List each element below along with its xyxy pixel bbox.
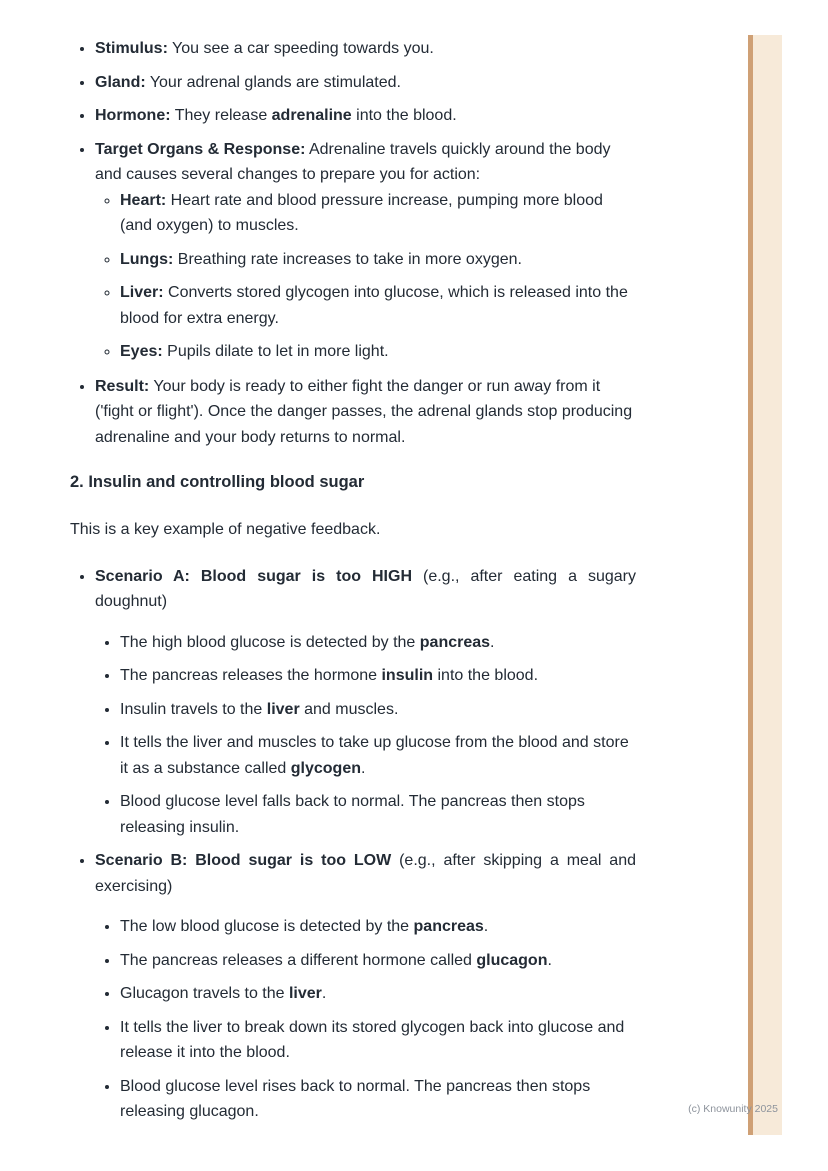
text-run: . — [483, 918, 489, 935]
text-run: . — [321, 985, 327, 1002]
sub-list-item — [120, 247, 636, 273]
text-run: (e.g., after skipping a meal and exercising) — [95, 852, 636, 895]
text-run: . — [361, 759, 366, 777]
sub-list-item — [120, 914, 636, 940]
text-run: Your adrenal glands are stimulated. — [145, 73, 401, 91]
sub-list-item — [120, 630, 636, 656]
adrenaline-example-list — [70, 36, 636, 450]
text-run: Converts stored glycogen into glucose, which is released into the blood for extra energy. — [120, 284, 628, 327]
text-run: They release — [170, 107, 272, 124]
list-item — [95, 137, 636, 365]
text-run: Adrenaline travels quickly around the body and causes several changes to prepare you for action: — [95, 140, 611, 183]
bold-text: liver — [288, 985, 322, 1002]
text-run: Insulin travels to the — [120, 700, 267, 718]
bold-text: Stimulus: — [95, 40, 168, 57]
list-item — [95, 848, 636, 1125]
text-run: It tells the liver to break down its stored glycogen back into glucose and release it into the blood. — [120, 1018, 625, 1061]
text-run: and muscles. — [299, 700, 399, 718]
bold-text: Scenario B: Blood sugar is too LOW — [95, 852, 392, 869]
bold-text: glycogen — [290, 759, 361, 777]
bold-text: Liver: — [120, 284, 164, 301]
text-run: Heart rate and blood pressure increase, pumping more blood (and oxygen) to muscles. — [120, 191, 603, 234]
sub-list-item — [120, 663, 636, 689]
sub-list-item — [120, 1015, 636, 1066]
text-run: . — [547, 951, 552, 969]
text-run: The high blood glucose is detected by the — [120, 633, 420, 651]
sub-list — [95, 630, 636, 841]
list-item — [95, 374, 636, 451]
sub-list-item — [120, 981, 636, 1007]
list-item — [95, 36, 636, 62]
sub-list-item — [120, 188, 636, 239]
text-run: Glucagon travels to the — [120, 985, 289, 1002]
sub-list — [95, 188, 636, 365]
list-item — [95, 564, 636, 841]
bold-text: Scenario A: Blood sugar is too HIGH — [95, 567, 412, 585]
text-run: The low blood glucose is detected by the — [120, 918, 414, 935]
bold-text: pancreas — [413, 918, 484, 935]
bold-text: insulin — [381, 667, 434, 684]
document-content — [70, 36, 636, 1133]
sub-list-item — [120, 697, 636, 723]
text-run: You see a car speeding towards you. — [167, 40, 434, 57]
bold-text: Heart: — [120, 191, 167, 209]
sub-list-item — [120, 948, 636, 974]
sub-list — [95, 914, 636, 1125]
text-run: Your body is ready to either fight the danger or run away from it ('fight or flight'). Once the danger passes, the adrenal glands stop producing adrenaline and your body returns to normal. — [95, 377, 633, 446]
intro-paragraph: This is a key example of negative feedback. — [70, 521, 381, 538]
list-item — [95, 70, 636, 96]
section-heading: 2. Insulin and controlling blood sugar — [70, 473, 365, 491]
text-run: Blood glucose level falls back to normal. The pancreas then stops releasing insulin. — [120, 793, 585, 836]
sub-list-item — [120, 789, 636, 840]
text-run: The pancreas releases the hormone — [120, 667, 382, 684]
bold-text: Hormone: — [95, 107, 171, 124]
bold-text: Target Organs & Response: — [95, 140, 306, 158]
bold-text: liver — [266, 700, 300, 718]
text-run: Blood glucose level rises back to normal. The pancreas then stops releasing glucagon. — [120, 1077, 591, 1120]
list-item — [95, 103, 636, 129]
bold-text: Gland: — [95, 73, 146, 91]
insulin-scenarios-list — [70, 564, 636, 1125]
bold-text: Lungs: — [120, 250, 174, 268]
text-run: . — [490, 633, 495, 651]
bold-text: Result: — [95, 377, 150, 395]
sub-list-item — [120, 280, 636, 331]
text-run: into the blood. — [433, 667, 539, 684]
sub-list-item — [120, 730, 636, 781]
page-edge-fill — [753, 35, 782, 1135]
text-run: (e.g., after eating a sugary doughnut) — [95, 567, 637, 610]
text-run: into the blood. — [351, 107, 457, 124]
sub-list-item — [120, 339, 636, 365]
bold-text: Eyes: — [120, 343, 163, 360]
bold-text: adrenaline — [271, 107, 352, 124]
text-run: It tells the liver and muscles to take up glucose from the blood and store it as a substance called — [120, 734, 629, 777]
bold-text: glucagon — [476, 951, 548, 969]
sub-list-item — [120, 1074, 636, 1125]
copyright-watermark: (c) Knowunity 2025 — [688, 1103, 778, 1115]
text-run: Breathing rate increases to take in more oxygen. — [173, 250, 522, 268]
text-run: Pupils dilate to let in more light. — [162, 343, 389, 360]
text-run: The pancreas releases a different hormone called — [120, 951, 477, 969]
bold-text: pancreas — [419, 633, 491, 651]
